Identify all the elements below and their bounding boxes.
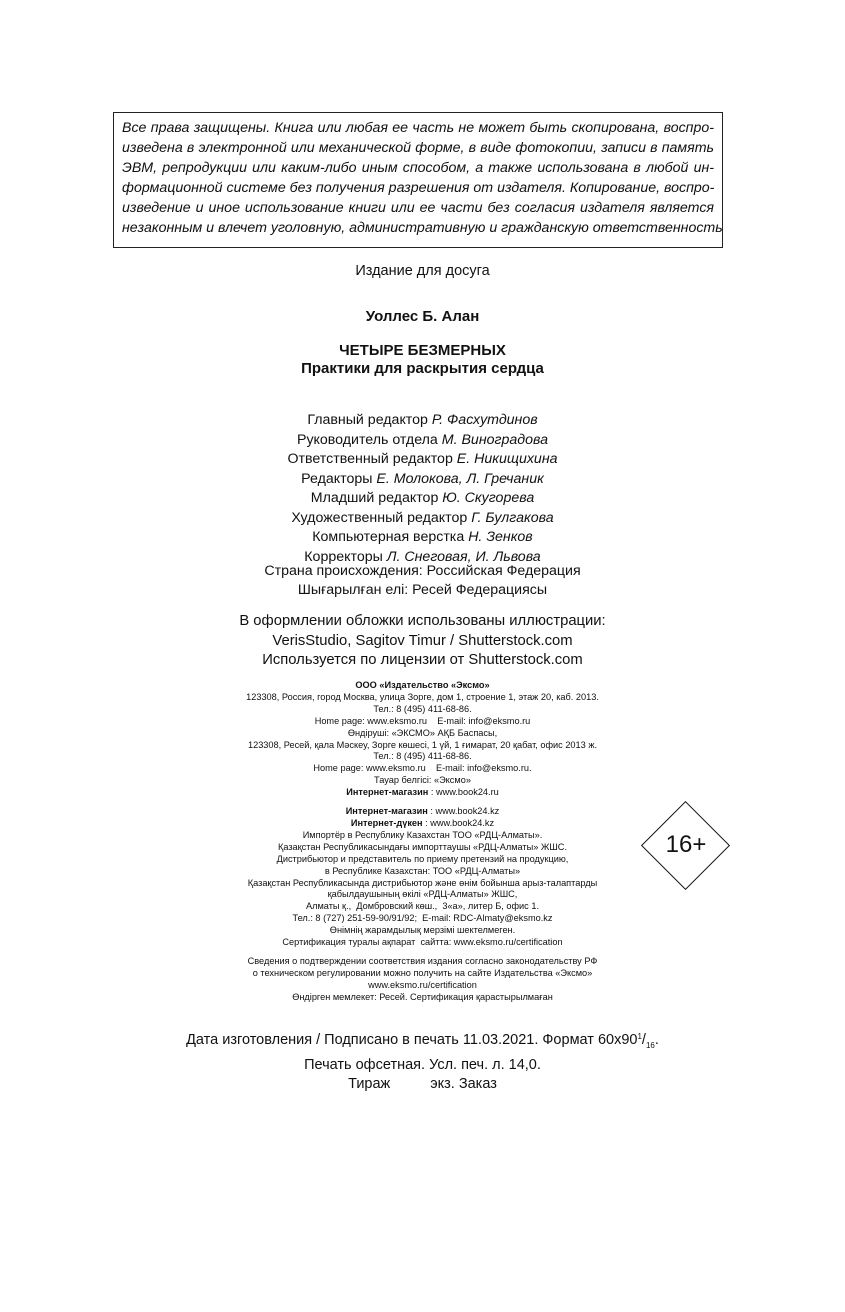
staff-name: Е. Молокова, Л. Гречаник: [376, 470, 544, 487]
cover-credits: [0, 612, 845, 671]
country-of-origin: [0, 562, 845, 600]
format-numerator: 1: [637, 1032, 642, 1041]
shop-ru-label: Интернет-магазин: [346, 787, 429, 798]
age-rating-label: 16+: [665, 831, 707, 858]
staff-row: [0, 431, 845, 451]
web-kz: Home page: www.eksmo.ru E-mail: info@eksmo.ru.: [313, 763, 532, 774]
staff-role: Компьютерная верстка: [312, 529, 465, 545]
conformity-kz: Өндірген мемлекет: Ресей. Сертификация қарастырылмаған: [292, 991, 553, 1002]
staff-name: Г. Булгакова: [471, 509, 554, 526]
book-title: ЧЕТЫРЕ БЕЗМЕРНЫХ: [339, 342, 506, 359]
spacer: [0, 949, 845, 956]
cover-credit-line: Используется по лицензии от Shutterstock.com: [262, 652, 583, 668]
staff-role: Ответственный редактор: [287, 451, 453, 467]
cover-credit-line: VerisStudio, Sagitov Timur / Shutterstock.com: [272, 632, 573, 649]
phone-kz: Тел.: 8 (495) 411-68-86.: [373, 751, 472, 762]
shop-kz-value: : www.book24.kz: [427, 806, 500, 817]
phone-almaty: Тел.: 8 (727) 251-59-90/91/92; E-mail: RDC-Almaty@eksmo.kz: [292, 913, 553, 924]
trademark-kz: Тауар белгісі: «Эксмо»: [374, 775, 471, 786]
staff-role: Редакторы: [301, 470, 373, 487]
producer-kz: Өндіруші: «ЭКСМО» АҚБ Баспасы,: [347, 727, 498, 738]
rights-notice-line: Все права защищены. Книга или любая ее часть не может быть скопирована, воспро-: [122, 120, 714, 136]
address-almaty: Алматы қ., Домбровский көш., 3«а», литер Б, офис 1.: [305, 901, 539, 912]
staff-name: М. Виноградова: [441, 431, 549, 448]
importer-ru: Импортёр в Республику Казахстан ТОО «РДЦ-Алматы».: [302, 829, 543, 840]
origin-kz: Шығарылған елі: Ресей Федерациясы: [297, 582, 548, 598]
web-ru: Home page: www.eksmo.ru E-mail: info@eksmo.ru: [314, 715, 531, 726]
publisher-name-text: ООО «Издательство «Эксмо»: [355, 680, 490, 690]
rights-notice-box: [113, 112, 723, 248]
origin-ru: Страна происхождения: Российская Федерация: [264, 563, 581, 579]
conformity-ru: о техническом регулировании можно получить на сайте Издательства «Эксмо»: [252, 967, 593, 978]
distributor-ru: Дистрибьютор и представитель по приему претензий на продукцию,: [276, 853, 569, 864]
shop-kz-label: Интернет-магазин: [345, 806, 428, 817]
importer-kz: Қазақстан Республикасындағы импорттаушы «РДЦ-Алматы» ЖШС.: [277, 841, 567, 852]
staff-role: Корректоры: [304, 548, 383, 565]
print-info: [0, 1027, 845, 1095]
shop-kz2-label: Интернет-дүкен: [350, 817, 423, 828]
address-kz: 123308, Ресей, қала Мәскеу, Зорге көшесі, 1 үй, 1 ғимарат, 20 қабат, офис 2013 ж.: [247, 739, 598, 750]
staff-row: [0, 489, 845, 509]
staff-role: Руководитель отдела: [296, 431, 438, 448]
shop-kz2-value: : www.book24.kz: [422, 817, 495, 828]
staff-row: [0, 528, 845, 548]
age-rating-badge: [641, 802, 731, 890]
staff-row: [0, 450, 845, 470]
rights-notice-line: изведена в электронной или механической форме, в виде фотокопии, записи в память: [122, 140, 714, 156]
order-label: экз. Заказ: [430, 1076, 497, 1092]
staff-role: Главный редактор: [307, 412, 428, 428]
staff-name: Ю. Скугорева: [442, 490, 535, 506]
certification-kz: Сертификация туралы ақпарат сайтта: www.eksmo.ru/certification: [282, 937, 563, 948]
author-name: Уоллес Б. Алан: [365, 308, 480, 325]
shop-ru: [0, 787, 845, 799]
address-ru: 123308, Россия, город Москва, улица Зорге, дом 1, строение 1, этаж 20, каб. 2013.: [246, 691, 599, 702]
format-denominator: 16: [645, 1041, 655, 1050]
format-separator: /: [641, 1032, 646, 1048]
run-label: Тираж: [348, 1076, 391, 1092]
cover-credit-line: В оформлении обложки использованы иллюстрации:: [239, 613, 606, 629]
phone-ru: Тел.: 8 (495) 411-68-86.: [373, 703, 472, 714]
staff-role: Художественный редактор: [291, 509, 468, 526]
format-end: .: [654, 1032, 659, 1048]
staff-name: Р. Фасхутдинов: [431, 412, 538, 428]
distributor-kz: Қазақстан Республикасында дистрибьютор және өнім бойынша арыз-талаптарды: [247, 877, 598, 888]
editorial-staff: [0, 411, 845, 567]
staff-role: Младший редактор: [310, 490, 439, 506]
rights-notice-line: незаконным и влечет уголовную, административную и гражданскую ответственность: [122, 220, 723, 236]
print-date-format: [0, 1027, 845, 1056]
distributor-ru: в Республике Казахстан: ТОО «РДЦ-Алматы»: [324, 865, 521, 876]
publisher-name: [0, 680, 845, 692]
rights-notice-line: ЭВМ, репродукции или каким-либо иным способом, а также использована в любой ин-: [122, 160, 714, 176]
conformity-url: www.eksmo.ru/certification: [368, 979, 477, 990]
staff-row: [0, 509, 845, 529]
print-type: Печать офсетная. Усл. печ. л. 14,0.: [304, 1056, 541, 1073]
distributor-kz: қабылдаушының өкілі «РДЦ-Алматы» ЖШС,: [327, 889, 518, 900]
rights-notice-line: изведение и иное использование книги или ее части без согласия издателя является: [122, 200, 714, 216]
print-date-text: Дата изготовления / Подписано в печать 11.03.2021. Формат 60х90: [186, 1032, 638, 1048]
edition-type: Издание для досуга: [355, 263, 490, 279]
staff-row: [0, 411, 845, 431]
staff-name: Л. Снеговая, И. Львова: [386, 548, 541, 565]
conformity-ru: Сведения о подтверждении соответствия издания согласно законодательству РФ: [247, 955, 598, 966]
staff-row: [0, 470, 845, 490]
rights-notice-line: формационной системе без получения разрешения от издателя. Копирование, воспро-: [122, 180, 715, 196]
book-subtitle: Практики для раскрытия сердца: [301, 360, 544, 377]
shelf-life-kz: Өнімнің жарамдылық мерзімі шектелмеген.: [329, 925, 516, 936]
print-run-order: [0, 1075, 845, 1095]
staff-name: Е. Никищихина: [456, 451, 558, 467]
staff-name: Н. Зенков: [468, 529, 533, 545]
shop-ru-value: : www.book24.ru: [428, 787, 499, 798]
